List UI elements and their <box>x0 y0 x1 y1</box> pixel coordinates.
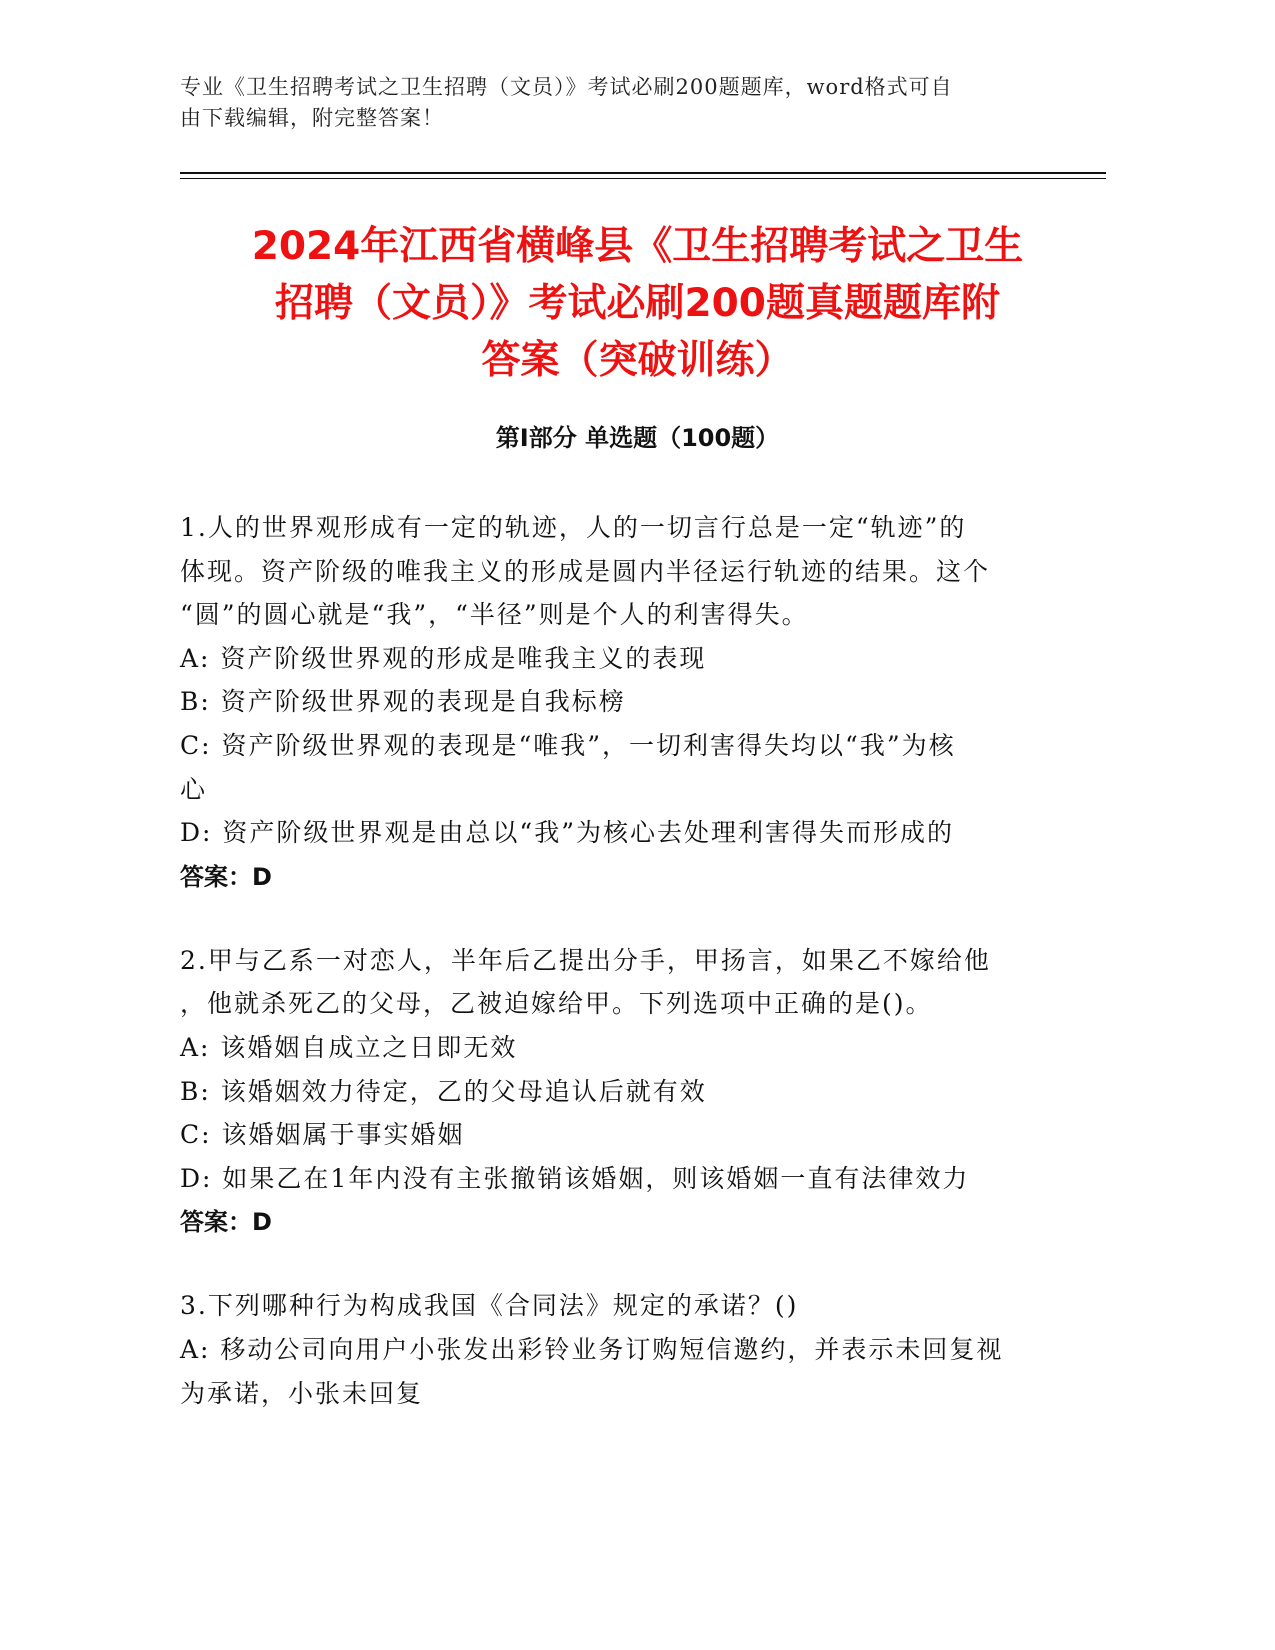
question-2 <box>180 939 1030 1245</box>
option-a: A: 资产阶级世界观的形成是唯我主义的表现 <box>180 643 707 673</box>
question-3 <box>180 1284 1030 1415</box>
option-c-continued: 心 <box>180 774 208 804</box>
answer: 答案：D <box>180 1208 272 1237</box>
question-list <box>180 506 1030 1455</box>
answer: 答案：D <box>180 862 272 891</box>
header-note-line: 专业《卫生招聘考试之卫生招聘（文员）》考试必刷200题题库，word格式可自 <box>180 75 953 99</box>
header-note-line: 由下载编辑，附完整答案！ <box>180 106 444 130</box>
question-text: “圆”的圆心就是“我”，“半径”则是个人的利害得失。 <box>180 600 809 630</box>
option-a-continued: 为承诺，小张未回复 <box>180 1378 424 1408</box>
option-b: B: 该婚姻效力待定，乙的父母追认后就有效 <box>180 1076 707 1106</box>
question-text: 1.人的世界观形成有一定的轨迹，人的一切言行总是一定“轨迹”的 <box>180 513 967 542</box>
title-line: 2024年江西省横峰县《卫生招聘考试之卫生 <box>251 224 1024 269</box>
option-c: C: 资产阶级世界观的表现是“唯我”，一切利害得失均以“我”为核 <box>180 730 956 760</box>
section-heading: 第Ⅰ部分 单选题（100题） <box>495 424 780 452</box>
option-d: D: 资产阶级世界观是由总以“我”为核心去处理利害得失而形成的 <box>180 818 954 848</box>
title-line: 招聘（文员）》考试必刷200题真题题库附 <box>275 281 1000 326</box>
question-text: 体现。资产阶级的唯我主义的形成是圆内半径运行轨迹的结果。这个 <box>180 556 991 586</box>
header-divider-thin <box>180 178 1106 179</box>
header-note <box>180 72 1060 134</box>
question-text: ，他就杀死乙的父母，乙被迫嫁给甲。下列选项中正确的是()。 <box>180 989 933 1019</box>
option-d: D: 如果乙在1年内没有主张撤销该婚姻，则该婚姻一直有法律效力 <box>180 1163 970 1193</box>
question-1 <box>180 506 1030 899</box>
document-title <box>150 218 1125 389</box>
option-b: B: 资产阶级世界观的表现是自我标榜 <box>180 687 626 717</box>
option-a: A: 该婚姻自成立之日即无效 <box>180 1032 518 1062</box>
title-line: 答案（突破训练） <box>481 338 794 383</box>
question-text: 3.下列哪种行为构成我国《合同法》规定的承诺？() <box>180 1291 799 1321</box>
option-a: A: 移动公司向用户小张发出彩铃业务订购短信邀约，并表示未回复视 <box>180 1334 1004 1364</box>
question-text: 2.甲与乙系一对恋人，半年后乙提出分手，甲扬言，如果乙不嫁给他 <box>180 945 991 975</box>
header-divider-thick <box>180 172 1106 174</box>
option-c: C: 该婚姻属于事实婚姻 <box>180 1120 465 1150</box>
